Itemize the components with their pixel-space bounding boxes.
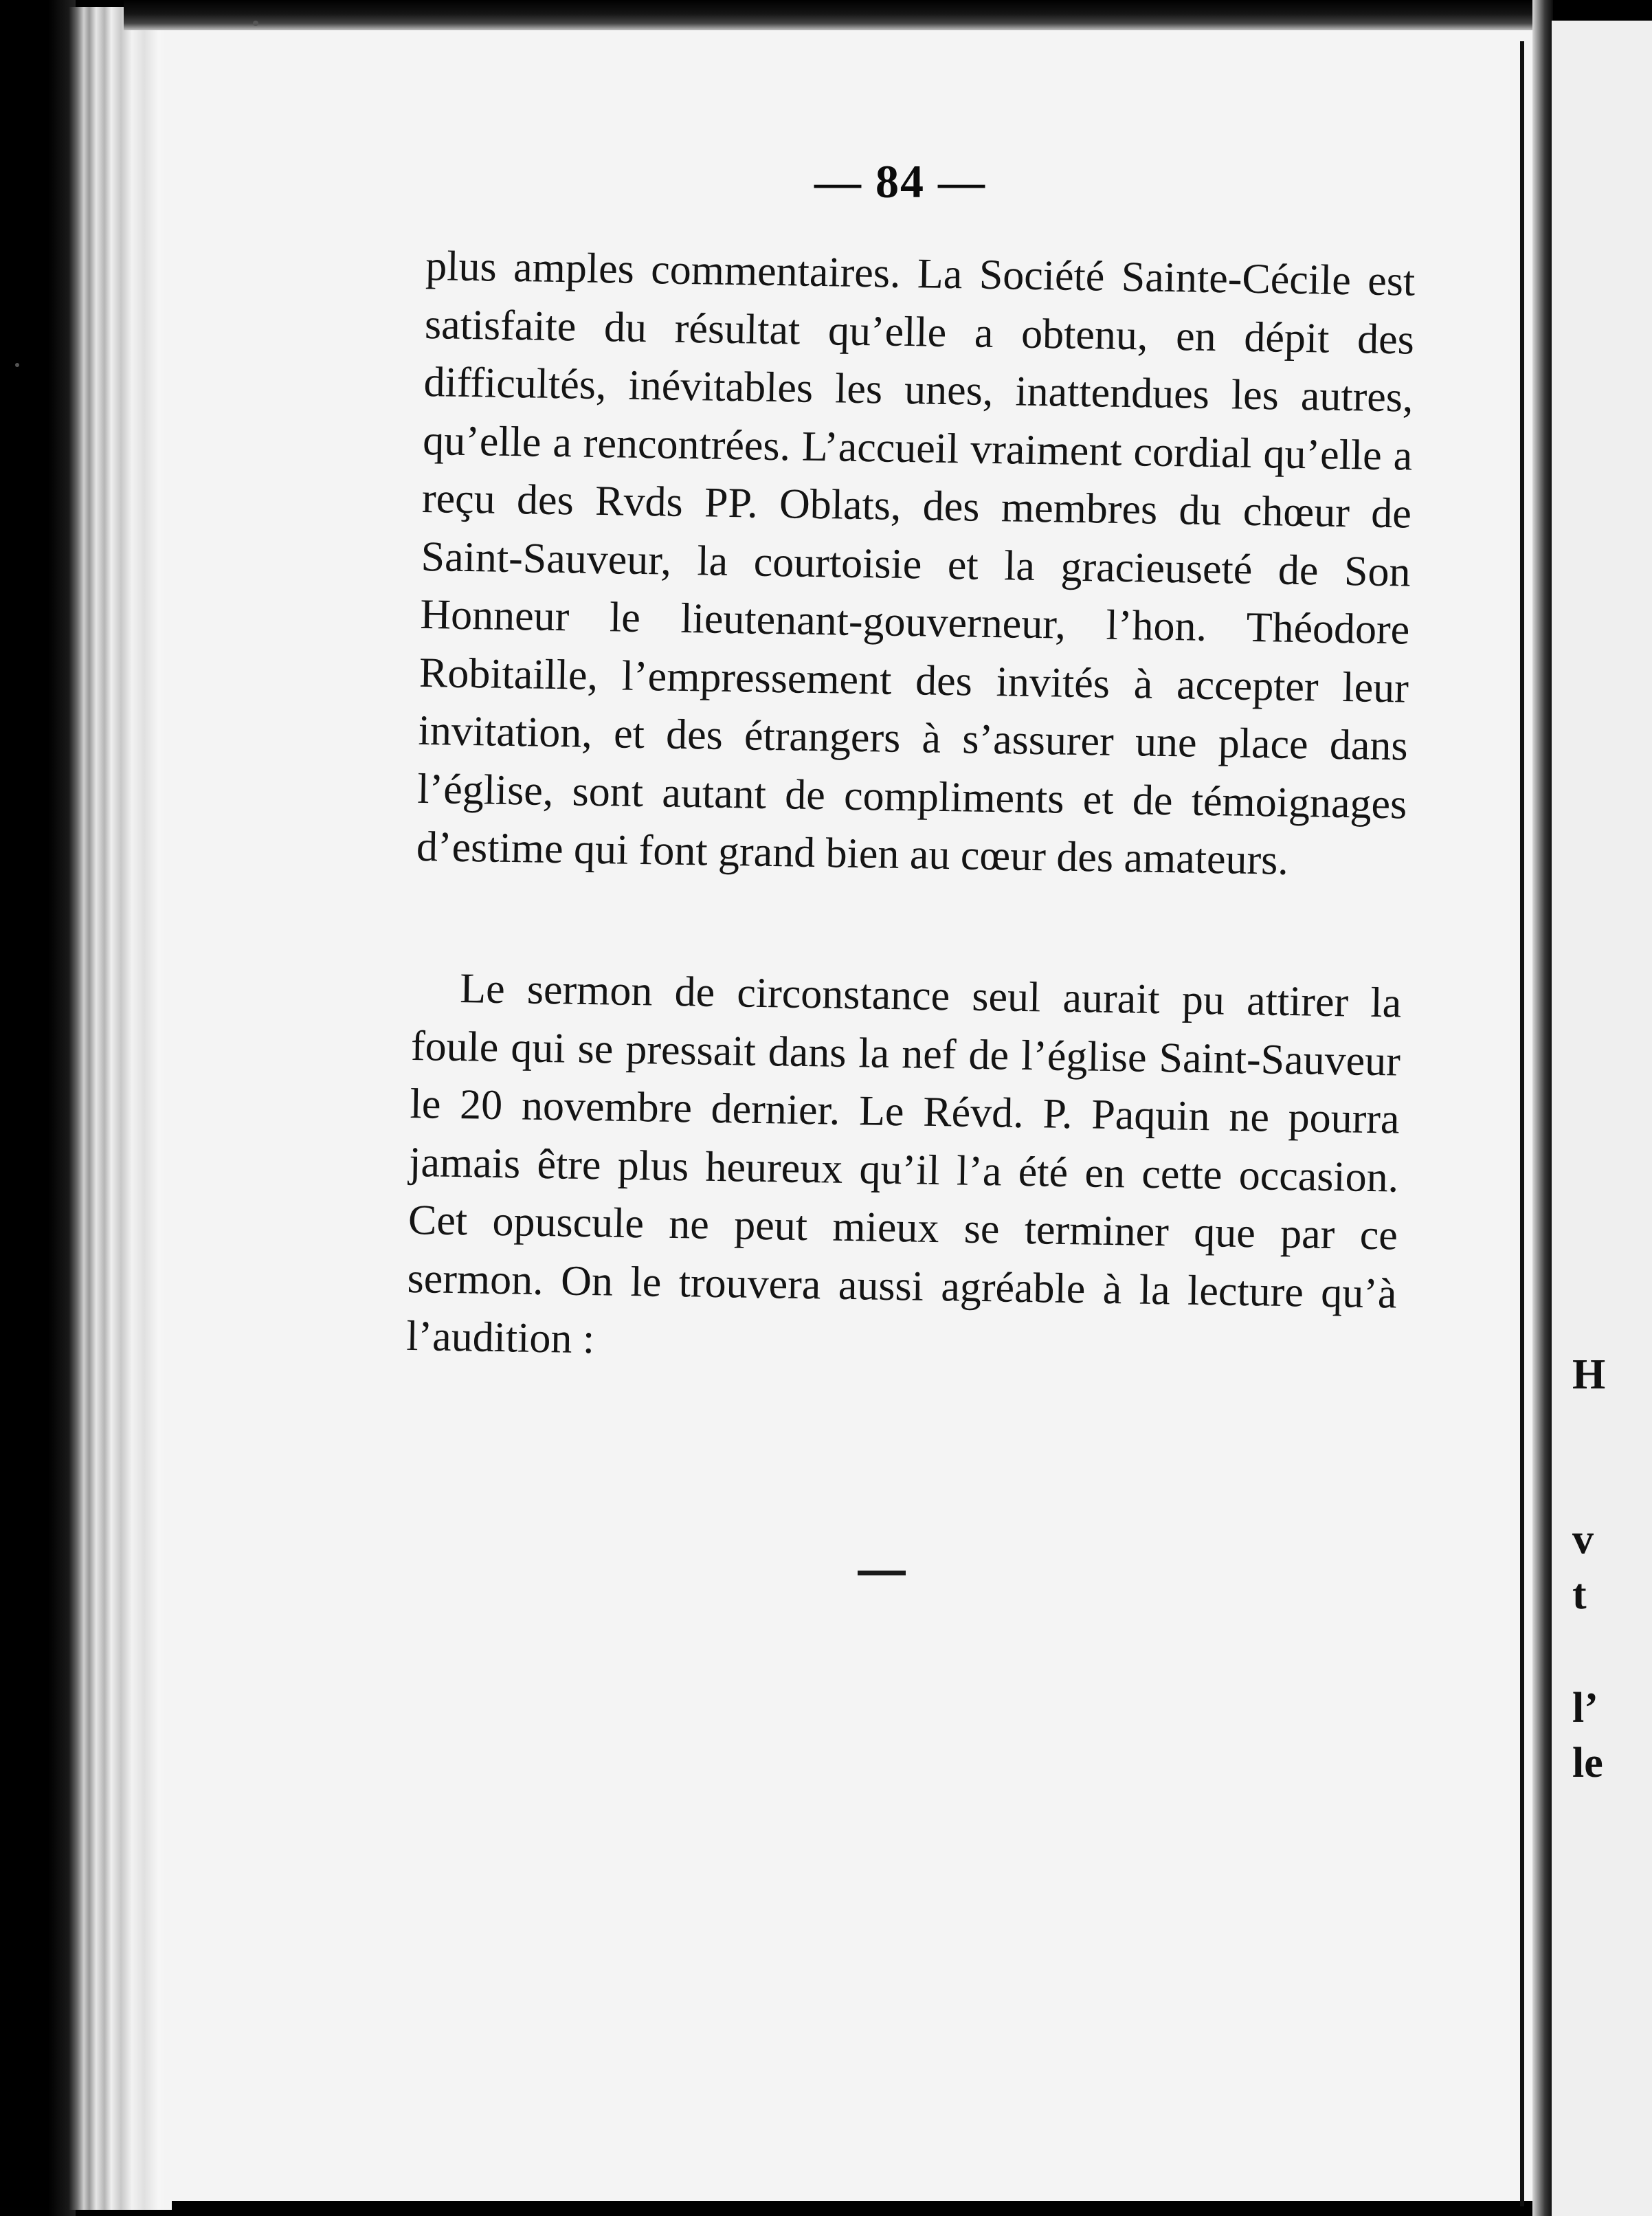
paragraph-2: Le sermon de circonstance seul aurait pu attirer la foule qui se pressait dans la nef de l’église Saint-Sauveur le 20 novembre dernier. Le Révd. P. Paquin ne pourra jamais être plus heureux qu’il l’a été en cette occasion. Cet opuscule ne peut mieux se terminer que par ce sermon. On le trouvera aussi agréable à la lecture qu’à l’audition : — [405, 965, 1402, 1363]
facing-page-fragment: H — [1572, 1351, 1606, 1398]
page-number: — 84 — — [814, 155, 986, 208]
page-edge-stack — [69, 7, 172, 2210]
facing-page-fragment: t — [1572, 1571, 1587, 1618]
facing-page-fragment: l’ — [1572, 1685, 1598, 1731]
top-shadow — [124, 0, 1532, 30]
binding-gutter — [1532, 0, 1553, 2216]
facing-page-fragment: le — [1572, 1740, 1603, 1786]
facing-page-fragment: v — [1572, 1516, 1594, 1563]
facing-page — [1552, 21, 1652, 2216]
paragraph-1: plus amples commentaires. La Société Sainte-Cécile est satisfaite du résultat qu’elle a obtenu, en dépit des difficultés, inévitables les unes, inattendues les autres, qu’elle a rencontrées. L’accueil vraiment cordial qu’elle a reçu des Rvds PP. Oblats, des membres du chœur de Saint-Sauveur, la courtoisie et la gracieuseté de Son Honneur le lieutenant-gouverneur, l’hon. Théodore Robitaille, l’empressement des invités à accepter leur invitation, et des étrangers à s’assurer une place dans l’église, sont autant de compliments et de témoignages d’estime qui font grand bien au cœur des amateurs. — [416, 242, 1416, 884]
speck — [15, 363, 19, 367]
binding-line — [1520, 41, 1524, 2206]
speck — [253, 21, 258, 26]
end-rule — [858, 1571, 906, 1575]
